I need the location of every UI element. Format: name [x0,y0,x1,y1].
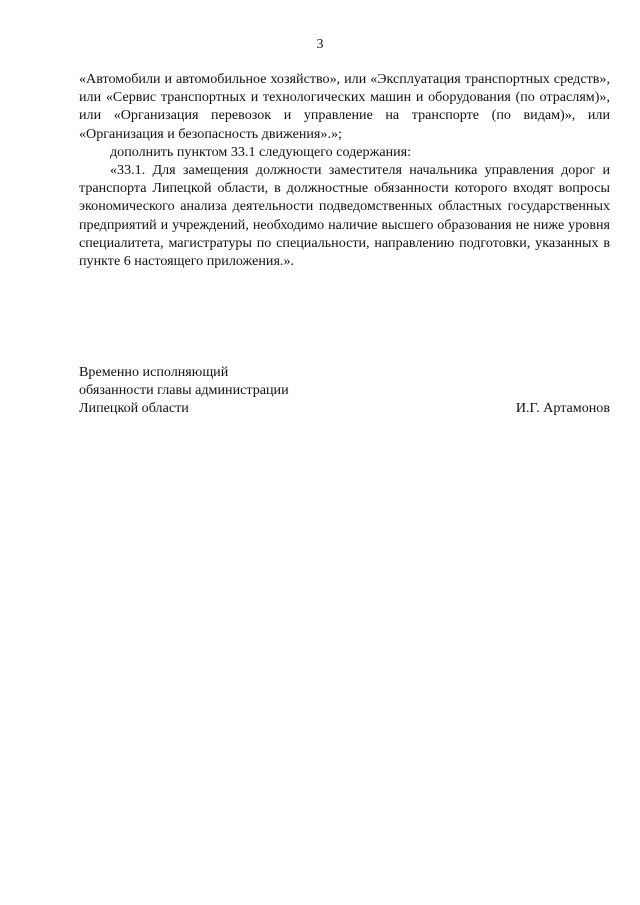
paragraph-specialties-list: «Автомобили и автомобильное хозяйство», или «Эксплуатация транспортных средств», или «Сервис транспортных и технологических машин и оборудования (по отраслям)», или «Организация перевозок и управление на транспорте (по видам)», или «Организация и безопасность движения».»; [79,71,610,142]
signatory-position-line-2: обязанности главы администрации [79,382,289,399]
paragraph-clause-33-1: «33.1. Для замещения должности заместителя начальника управления дорог и транспорта Липецкой области, в должностные обязанности которого входят вопросы экономического анализа деятельности подведомственных областных государственных предприятий и учреждений, необходимо наличие высшего образования не ниже уровня специалитета, магистратуры по специальности, направлению подготовки, указанных в пункте 6 настоящего приложения.». [79,162,610,270]
signatory-name: И.Г. Артамонов [515,400,610,417]
signatory-position-line-3: Липецкой области [79,400,189,417]
page-number: 3 [316,37,324,52]
document-body [79,70,610,270]
signatory-position-line-1: Временно исполняющий [79,364,229,380]
signature-block [79,363,610,418]
paragraph-amendment-intro: дополнить пунктом 33.1 следующего содержания: [110,143,412,160]
signature-last-line [79,399,610,417]
